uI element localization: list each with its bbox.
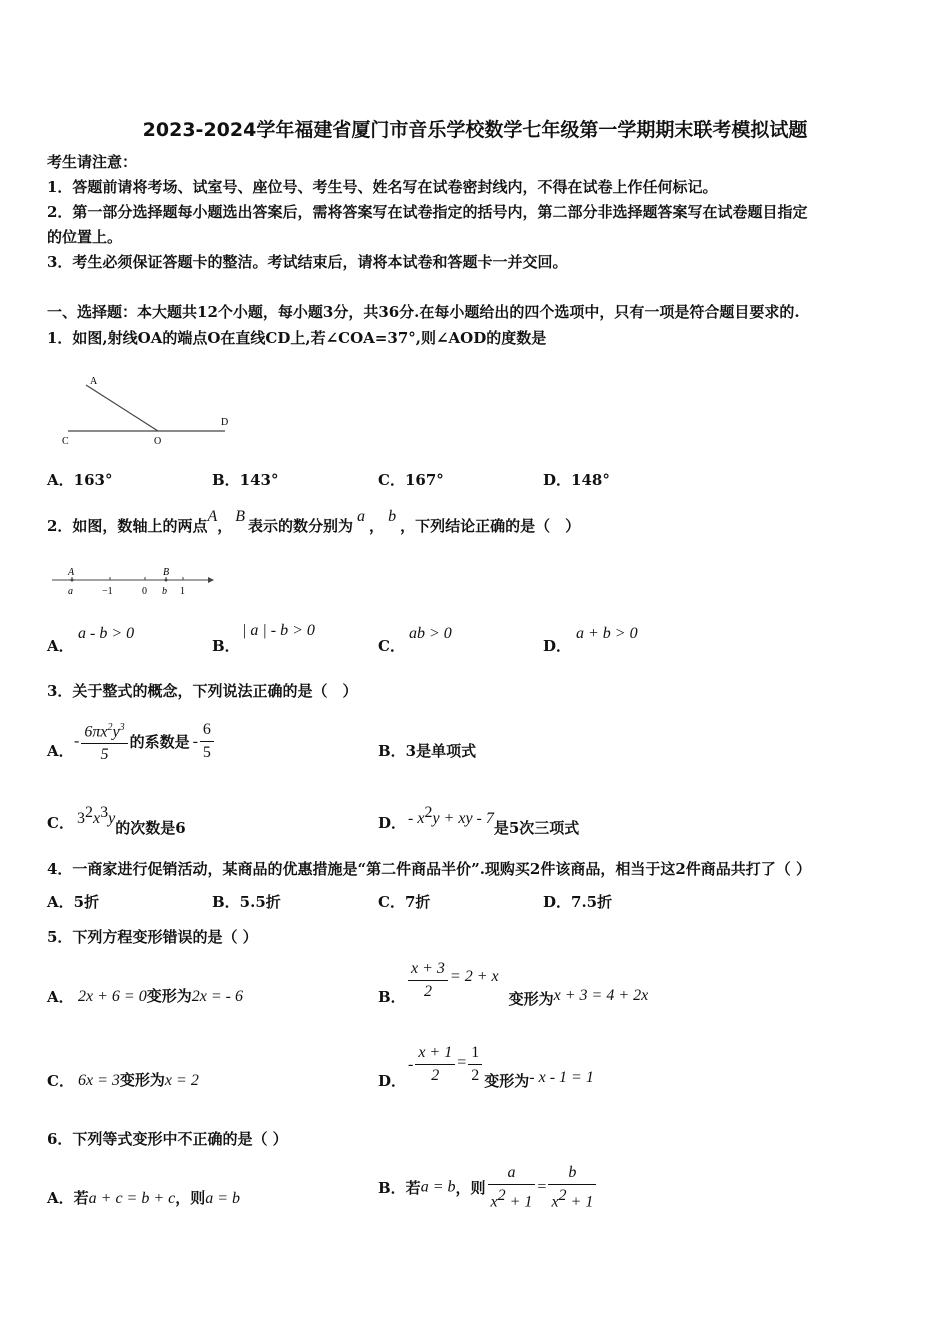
q3-a-den: 5 [100, 746, 109, 764]
q3-d-part2: y + xy - 7 [432, 810, 494, 827]
label-d: D [221, 417, 229, 428]
q3-a-fraction [81, 717, 127, 766]
q1-option-b: B．143° [212, 471, 279, 489]
notice-item-3: 3．考生必须保证答题卡的整洁。考试结束后，请将本试卷和答题卡一并交回。 [47, 253, 568, 271]
q2-option-b-label: B． [212, 637, 240, 655]
q5-option-c-label: C． [47, 1072, 74, 1090]
q3-a-num: 6πx [84, 723, 108, 741]
q2-var-a: a [357, 508, 366, 525]
q2-option-c: ab > 0 [409, 625, 452, 642]
q5-b-den: 2 [423, 983, 432, 1000]
q2-number-line [50, 565, 215, 601]
q3-a-coef-num: 6 [200, 719, 214, 742]
q6-b-frac2-num: b [548, 1162, 596, 1185]
q5-stem: 5．下列方程变形错误的是（ ） [47, 928, 258, 946]
q6-option-b [378, 1162, 598, 1213]
q2-stem-part2: 表示的数分别为 [248, 517, 354, 535]
q6-b-frac1-x: x [490, 1193, 498, 1211]
q5-d-fraction [415, 1042, 455, 1087]
q3-option-d [408, 803, 580, 837]
q5-d-text: 变形为 [484, 1072, 530, 1090]
q3-c-text: 的次数是6 [115, 819, 186, 837]
q5-d-half [468, 1042, 482, 1087]
q5-option-b-label: B． [378, 988, 406, 1006]
q3-d-part1: - x [408, 810, 425, 827]
q2-option-c-label: C． [378, 637, 405, 655]
axis-value-b: b [162, 586, 167, 597]
q3-a-minus: - [74, 732, 80, 750]
q6-a-eq1: a + c = b + c [88, 1190, 176, 1207]
q2-point-b: B [235, 508, 246, 525]
q2-option-d: a + b > 0 [576, 625, 638, 642]
q4-stem: 4．一商家进行促销活动，某商品的优惠措施是“第二件商品半价”.现购买2件该商品，相当于这2件商品共打了（ ） [47, 860, 812, 878]
q3-a-y: y [112, 723, 120, 741]
q2-sep2: ， [369, 517, 385, 535]
q5-option-c [78, 1070, 199, 1091]
q5-b-fraction [408, 958, 448, 1003]
q3-a-text: 的系数是 [129, 733, 190, 752]
q6-b-frac1 [488, 1162, 536, 1213]
q5-b-eq2: x + 3 = 4 + 2x [553, 987, 649, 1004]
notice-item-1: 1．答题前请将考场、试室号、座位号、考生号、姓名写在试卷密封线内，不得在试卷上作任何标记。 [47, 178, 718, 196]
q4-option-d: D．7.5折 [543, 893, 613, 911]
q3-a-exp1: 2 [107, 722, 113, 733]
q5-d-half-den: 2 [471, 1067, 480, 1084]
q5-a-text: 变形为 [146, 987, 192, 1005]
q3-option-b: B．3是单项式 [378, 742, 477, 760]
q6-b-frac2-exp: 2 [558, 1187, 567, 1204]
q3-c-base: 3 [77, 810, 85, 827]
q5-b-rhs: = 2 + x [449, 968, 499, 985]
q5-c-text: 变形为 [119, 1071, 165, 1089]
axis-value-minus1: −1 [102, 586, 113, 597]
q3-a-coef [200, 719, 214, 764]
q6-option-a [47, 1188, 240, 1209]
q5-a-eq2: 2x = - 6 [191, 988, 243, 1005]
q5-d-eq2: - x - 1 = 1 [529, 1069, 594, 1086]
q3-a-coef-den: 5 [202, 744, 211, 762]
q2-stem-part3: ，下列结论正确的是（ ） [400, 517, 581, 535]
q6-b-frac2-x: x [551, 1193, 559, 1211]
q5-c-eq2: x = 2 [164, 1072, 199, 1089]
q6-b-eq1: a = b [420, 1178, 456, 1196]
q4-option-c: C．7折 [378, 893, 431, 911]
label-a: A [90, 376, 98, 387]
label-c: C [62, 436, 69, 447]
q6-a-eq2: a = b [205, 1190, 241, 1207]
page-title: 2023-2024学年福建省厦门市音乐学校数学七年级第一学期期末联考模拟试题 [142, 119, 808, 141]
q5-option-d [408, 1042, 594, 1090]
q6-b-frac1-tail: + 1 [505, 1193, 533, 1211]
q5-a-eq1: 2x + 6 = 0 [78, 988, 147, 1005]
q6-a-text: ，则 [175, 1189, 206, 1207]
q3-d-exp: 2 [424, 804, 433, 821]
point-b [165, 579, 168, 582]
axis-label-a: A [68, 567, 75, 578]
q3-c-exp1: 2 [85, 804, 93, 821]
q5-option-a [78, 986, 243, 1007]
notice-heading: 考生请注意： [47, 153, 138, 171]
q6-b-frac1-exp: 2 [497, 1187, 506, 1204]
q3-option-c-label: C． [47, 814, 74, 832]
section-heading: 一、选择题：本大题共12个小题，每小题3分，共36分.在每小题给出的四个选项中，只有一项是符合题目要求的. [47, 303, 800, 321]
q6-b-frac2-tail: + 1 [566, 1193, 594, 1211]
axis-value-0: 0 [142, 586, 147, 597]
q5-option-d-label: D． [378, 1072, 407, 1090]
q3-stem: 3．关于整式的概念，下列说法正确的是（ ） [47, 682, 358, 700]
q2-option-a: a - b > 0 [78, 625, 135, 642]
point-a [71, 579, 74, 582]
q5-b-text: 变形为 [508, 990, 554, 1008]
q1-option-d: D．148° [543, 471, 610, 489]
q3-a-exp2: 3 [119, 722, 125, 733]
q3-option-c [77, 803, 186, 837]
q1-stem: 1．如图,射线OA的端点O在直线CD上,若∠COA=37°,则∠AOD的度数是 [47, 329, 547, 347]
q2-option-d-label: D． [543, 637, 572, 655]
q6-b-frac1-num: a [488, 1162, 536, 1185]
q6-b-label: B．若 [378, 1179, 421, 1198]
axis-value-a: a [68, 586, 73, 597]
q2-stem-part1: 2．如图，数轴上的两点 [47, 517, 208, 535]
q3-d-text: 是5次三项式 [493, 819, 580, 837]
q1-option-a: A．163° [47, 471, 113, 489]
q3-c-exp2: 3 [100, 804, 109, 821]
axis-arrow [208, 577, 214, 583]
q3-c-y: y [108, 810, 116, 827]
q2-sep1: ， [217, 517, 233, 535]
q2-point-a: A [207, 508, 218, 525]
label-o: O [154, 436, 162, 447]
q2-stem [47, 508, 581, 537]
q3-option-a [74, 717, 216, 766]
q5-d-eq: = [457, 1054, 467, 1071]
q5-d-den: 2 [431, 1067, 440, 1084]
q3-option-d-label: D． [378, 814, 407, 832]
notice-item-2: 2．第一部分选择题每小题选出答案后，需将答案写在试卷指定的括号内，第二部分非选择题答案写在试卷题目指定 [47, 203, 808, 221]
q5-c-eq1: 6x = 3 [78, 1072, 120, 1089]
q4-option-b: B．5.5折 [212, 893, 281, 911]
q1-option-c: C．167° [378, 471, 444, 489]
q5-d-minus: - [408, 1056, 414, 1073]
q2-option-a-label: A． [47, 637, 74, 655]
q6-b-eq: = [537, 1178, 547, 1196]
q5-d-half-num: 1 [468, 1042, 482, 1065]
ray-oa [86, 385, 158, 431]
q6-b-text: ，则 [455, 1179, 486, 1198]
q3-c-x: x [93, 810, 101, 827]
q4-option-a: A．5折 [47, 893, 100, 911]
q6-b-frac2 [548, 1162, 596, 1213]
notice-item-2-cont: 的位置上。 [47, 228, 123, 246]
q3-option-a-label: A． [47, 742, 74, 760]
q2-var-b: b [388, 508, 397, 525]
q5-option-b [406, 958, 649, 1008]
axis-label-b: B [163, 567, 170, 578]
q6-a-label: A．若 [47, 1189, 89, 1207]
q6-stem: 6．下列等式变形中不正确的是（ ） [47, 1130, 288, 1148]
q3-a-minus2: - [192, 732, 198, 750]
q5-d-num: x + 1 [415, 1042, 455, 1065]
q1-figure [60, 368, 240, 448]
axis-value-1: 1 [180, 586, 185, 597]
q5-b-num: x + 3 [408, 958, 448, 981]
q2-option-b: | a | - b > 0 [242, 622, 315, 639]
q5-option-a-label: A． [47, 988, 74, 1006]
